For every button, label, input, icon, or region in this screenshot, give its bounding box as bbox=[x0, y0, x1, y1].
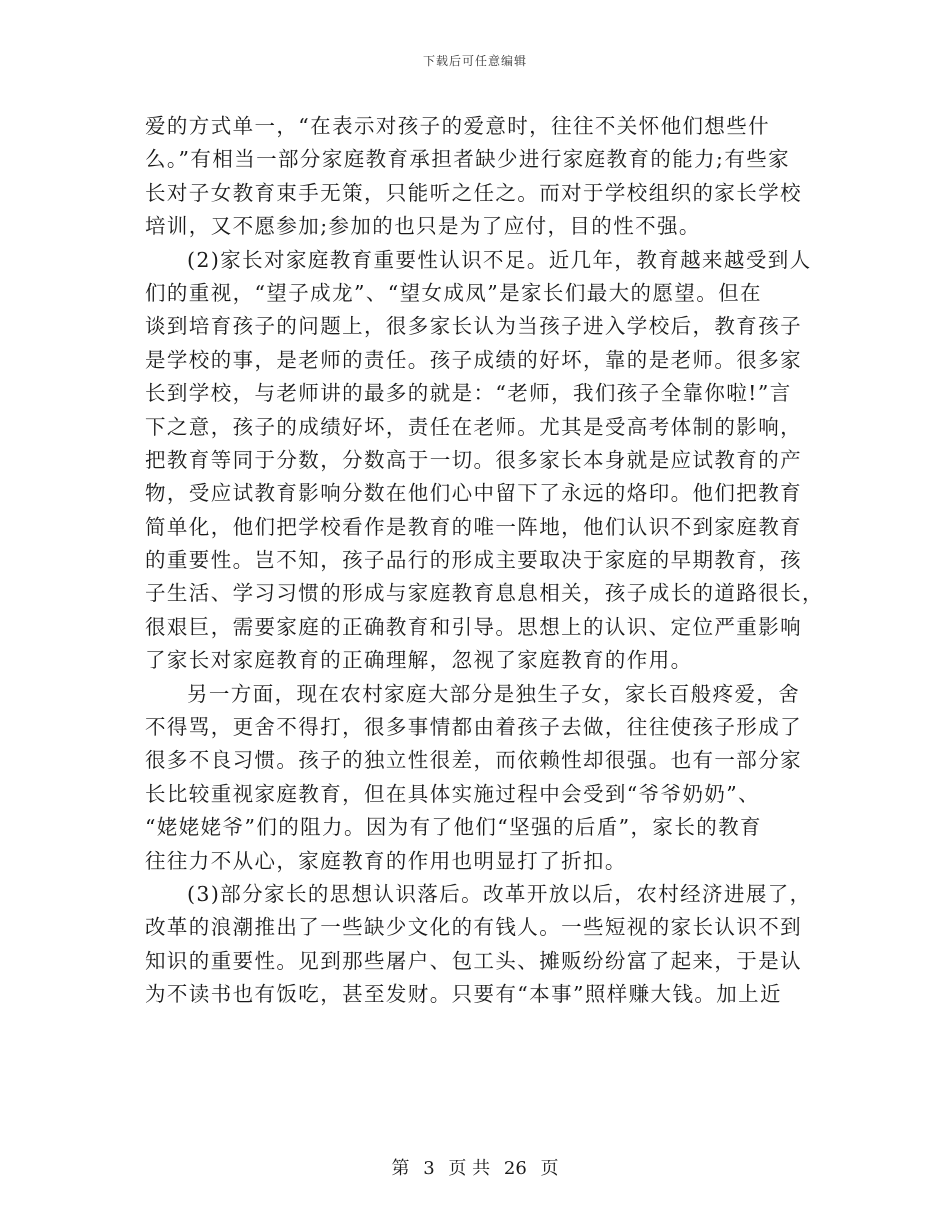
text-line: 往往力不从心，家庭教育的作用也明显打了折扣。 bbox=[145, 848, 627, 873]
text-line: 改革的浪潮推出了一些缺少文化的有钱人。一些短视的家长认识不到 bbox=[145, 915, 802, 940]
text-line: 培训，又不愿参加;参加的也只是为了应付，目的性不强。 bbox=[145, 214, 701, 239]
footer-total-pages: 26 bbox=[503, 1158, 527, 1179]
text-line: 么。”有相当一部分家庭教育承担者缺少进行家庭教育的能力;有些家 bbox=[145, 147, 791, 172]
page-footer bbox=[0, 1154, 950, 1180]
text-line: (3)部分家长的思想认识落后。改革开放以后，农村经济进展了， bbox=[187, 881, 812, 906]
footer-middle: 页 共 bbox=[448, 1158, 491, 1179]
text-line: 很多不良习惯。孩子的独立性很差，而依赖性却很强。也有一部分家 bbox=[145, 748, 802, 773]
text-line: 了家长对家庭教育的正确理解，忽视了家庭教育的作用。 bbox=[145, 648, 693, 673]
text-line: 物，受应试教育影响分数在他们心中留下了永远的烙印。他们把教育 bbox=[145, 481, 802, 506]
text-line: 另一方面，现在农村家庭大部分是独生子女，家长百般疼爱，舍 bbox=[187, 681, 801, 706]
text-line: 知识的重要性。见到那些屠户、包工头、摊贩纷纷富了起来，于是认 bbox=[145, 948, 802, 973]
body-text bbox=[145, 110, 824, 1012]
text-line: 子生活、学习习惯的形成与家庭教育息息相关，孩子成长的道路很长， bbox=[145, 581, 824, 606]
text-line: 们的重视，“望子成龙”、“望女成凤”是家长们最大的愿望。但在 bbox=[145, 280, 762, 305]
footer-current-page: 3 bbox=[423, 1158, 435, 1179]
text-line: 长到学校，与老师讲的最多的就是：“老师，我们孩子全靠你啦!”言 bbox=[145, 381, 792, 406]
text-line: (2)家长对家庭教育重要性认识不足。近几年，教育越来越受到人 bbox=[187, 247, 812, 272]
footer-prefix: 第 bbox=[391, 1158, 410, 1179]
text-line: 是学校的事，是老师的责任。孩子成绩的好坏，靠的是老师。很多家 bbox=[145, 347, 802, 372]
text-line: 不得骂，更舍不得打，很多事情都由着孩子去做，往往使孩子形成了 bbox=[145, 715, 802, 740]
text-line: 的重要性。岂不知，孩子品行的形成主要取决于家庭的早期教育，孩 bbox=[145, 548, 802, 573]
text-line: 很艰巨，需要家庭的正确教育和引导。思想上的认识、定位严重影响 bbox=[145, 614, 802, 639]
text-line: “姥姥姥爷”们的阻力。因为有了他们“坚强的后盾”，家长的教育 bbox=[145, 815, 762, 840]
text-line: 简单化，他们把学校看作是教育的唯一阵地，他们认识不到家庭教育 bbox=[145, 514, 802, 539]
page-header: 下载后可任意编辑 bbox=[422, 54, 527, 68]
text-line: 下之意，孩子的成绩好坏，责任在老师。尤其是受高考体制的影响， bbox=[145, 414, 802, 439]
text-line: 长比较重视家庭教育，但在具体实施过程中会受到“爷爷奶奶”、 bbox=[145, 781, 761, 806]
text-line: 谈到培育孩子的问题上，很多家长认为当孩子进入学校后，教育孩子 bbox=[145, 314, 802, 339]
footer-suffix: 页 bbox=[540, 1158, 559, 1179]
text-line: 把教育等同于分数，分数高于一切。很多家长本身就是应试教育的产 bbox=[145, 447, 802, 472]
text-line: 为不读书也有饭吃，甚至发财。只要有“本事”照样赚大钱。加上近 bbox=[145, 982, 782, 1007]
text-line: 长对子女教育束手无策，只能听之任之。而对于学校组织的家长学校 bbox=[145, 180, 802, 205]
text-line: 爱的方式单一，“在表示对孩子的爱意时，往往不关怀他们想些什 bbox=[145, 114, 771, 138]
